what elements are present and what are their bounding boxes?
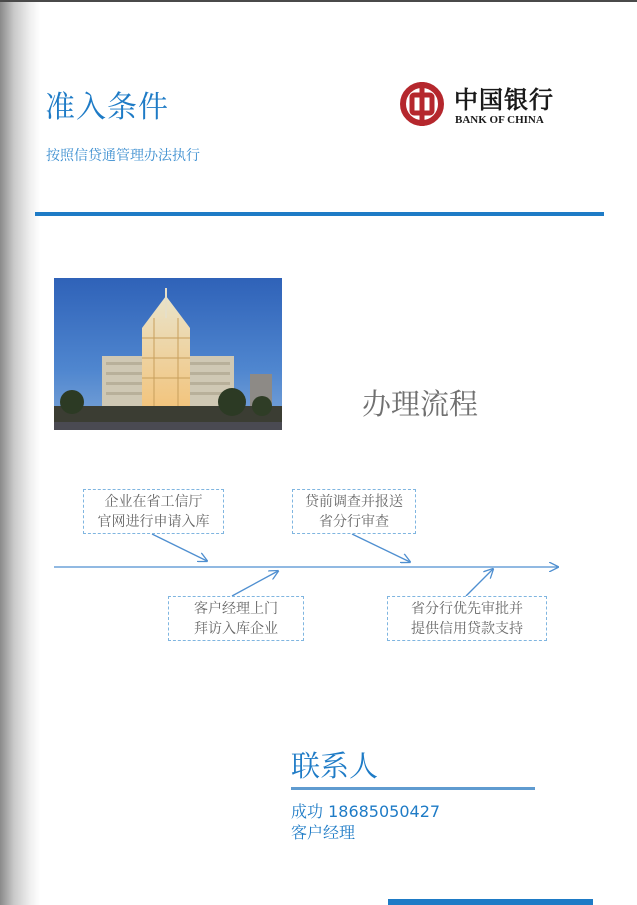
top-border xyxy=(0,0,637,2)
process-step-3-line2: 省分行审查 xyxy=(319,514,389,530)
process-step-4 xyxy=(387,596,547,641)
footer-bar xyxy=(388,899,593,905)
page-subtitle: 按照信贷通管理办法执行 xyxy=(46,148,200,164)
bank-of-china-emblem-icon xyxy=(400,80,448,128)
contact-role: 客户经理 xyxy=(291,823,356,842)
process-step-3-line1: 贷前调查并报送 xyxy=(305,494,403,510)
process-step-2-line2: 拜访入库企业 xyxy=(194,621,278,637)
logo-name-english: BANK OF CHINA xyxy=(455,114,544,126)
process-step-2-line1: 客户经理上门 xyxy=(194,601,278,617)
process-step-2 xyxy=(168,596,304,641)
page-title: 准入条件 xyxy=(45,90,169,125)
process-step-4-line2: 提供信用贷款支持 xyxy=(411,621,523,637)
logo-name-chinese: 中国银行 xyxy=(454,85,554,114)
arrow-step-3 xyxy=(352,534,410,562)
process-title: 办理流程 xyxy=(362,387,479,421)
page-edge-shadow xyxy=(0,0,40,905)
process-step-3 xyxy=(292,489,416,534)
process-step-1 xyxy=(83,489,224,534)
process-step-4-line1: 省分行优先审批并 xyxy=(411,601,523,617)
contact-divider xyxy=(291,787,535,790)
arrow-step-4 xyxy=(466,569,493,596)
process-step-1-line1: 企业在省工信厅 xyxy=(104,494,203,510)
header-divider xyxy=(35,212,604,216)
bank-logo xyxy=(400,80,560,130)
bank-building-photo xyxy=(54,278,282,430)
contact-title: 联系人 xyxy=(291,749,379,783)
contact-name-phone: 成功 18685050427 xyxy=(291,802,441,821)
process-step-1-line2: 官网进行申请入库 xyxy=(97,514,210,530)
arrow-step-1 xyxy=(152,534,207,561)
arrow-step-2 xyxy=(232,571,278,596)
